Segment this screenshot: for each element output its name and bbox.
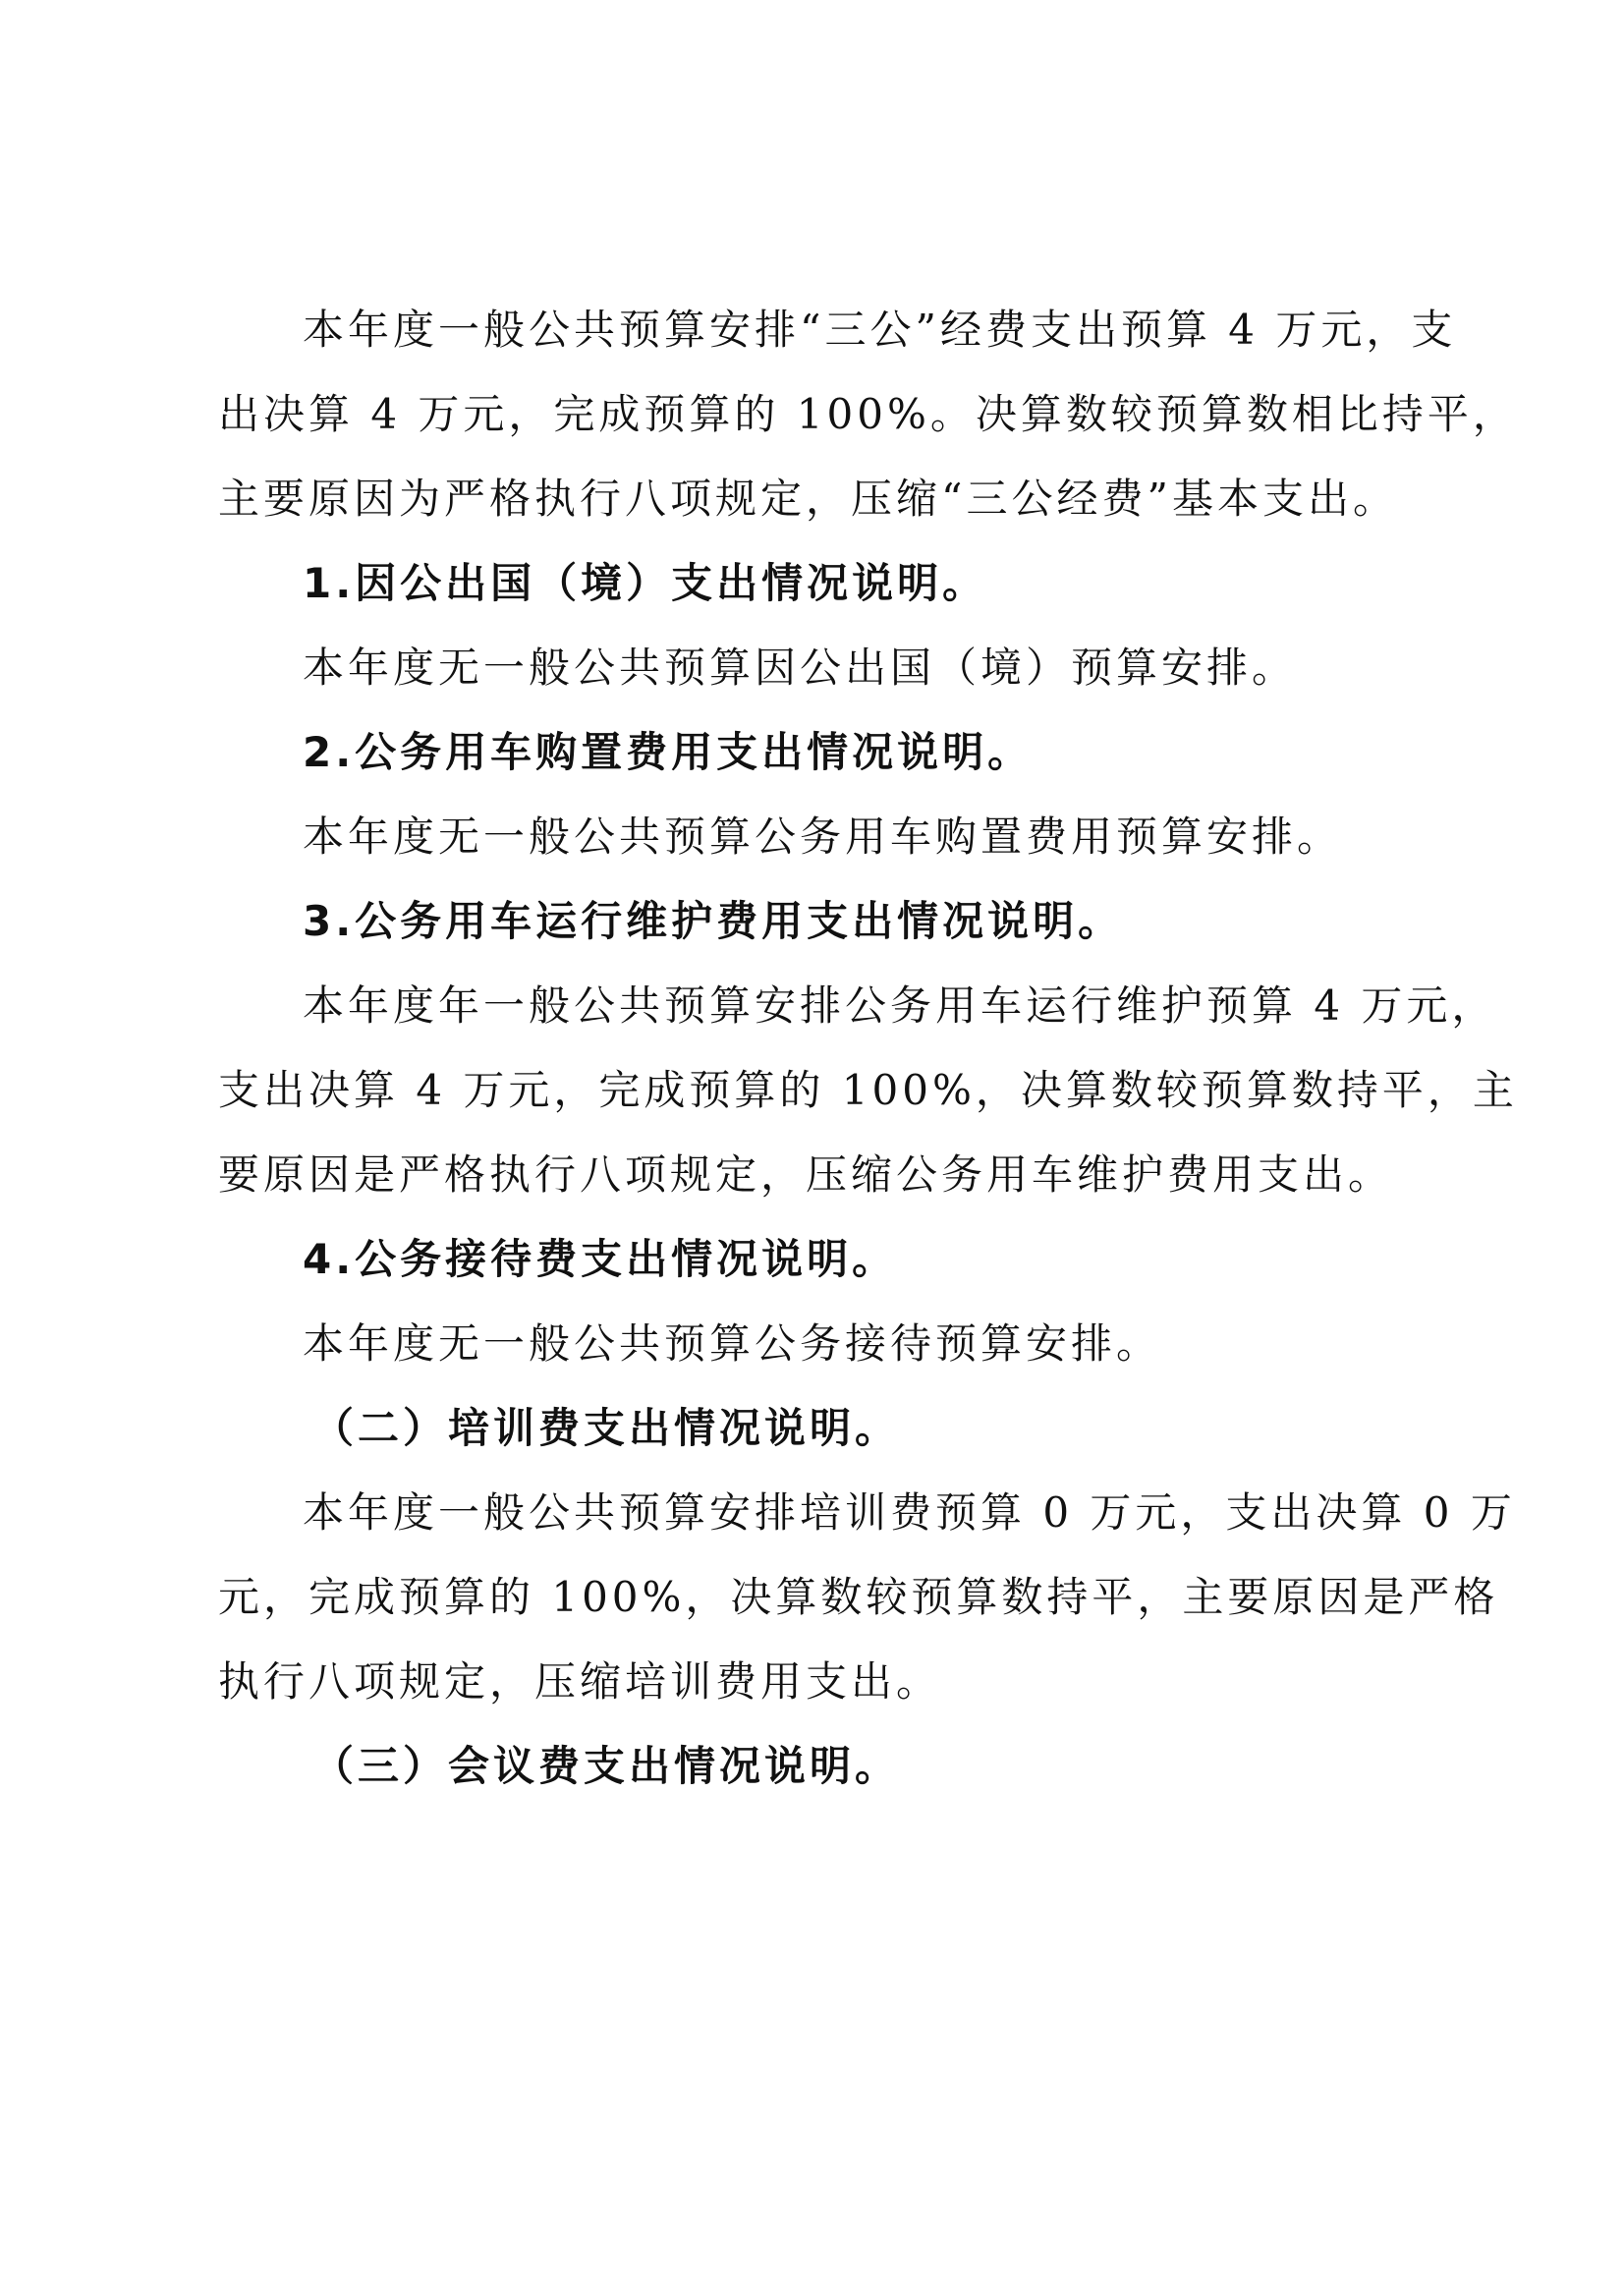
paragraph-line-17: 执行八项规定，压缩培训费用支出。 bbox=[218, 1657, 942, 1706]
paragraph-line-1: 本年度一般公共预算安排“三公”经费支出预算 4 万元，支 bbox=[303, 306, 1457, 354]
section-heading-1: 1.因公出国（境）支出情况说明。 bbox=[303, 559, 988, 607]
paragraph-line-7: 本年度无一般公共预算公务用车购置费用预算安排。 bbox=[303, 812, 1343, 861]
paragraph-line-16: 元，完成预算的 100%，决算数较预算数持平，主要原因是严格 bbox=[218, 1573, 1499, 1621]
paragraph-line-11: 要原因是严格执行八项规定，压缩公务用车维护费用支出。 bbox=[218, 1150, 1394, 1199]
paragraph-line-2: 出决算 4 万元，完成预算的 100%。决算数较预算数相比持平， bbox=[218, 390, 1518, 438]
section-heading-meeting: （三）会议费支出情况说明。 bbox=[312, 1742, 901, 1790]
paragraph-line-9: 本年度年一般公共预算安排公务用车运行维护预算 4 万元， bbox=[303, 981, 1497, 1030]
section-heading-3: 3.公务用车运行维护费用支出情况说明。 bbox=[303, 897, 1124, 945]
section-heading-training: （二）培训费支出情况说明。 bbox=[312, 1404, 901, 1452]
paragraph-line-3: 主要原因为严格执行八项规定，压缩“三公经费”基本支出。 bbox=[218, 475, 1398, 523]
paragraph-line-15: 本年度一般公共预算安排培训费预算 0 万元，支出决算 0 万 bbox=[303, 1488, 1516, 1537]
paragraph-line-5: 本年度无一般公共预算因公出国（境）预算安排。 bbox=[303, 644, 1298, 692]
paragraph-line-10: 支出决算 4 万元，完成预算的 100%，决算数较预算数持平，主 bbox=[218, 1066, 1518, 1114]
section-heading-2: 2.公务用车购置费用支出情况说明。 bbox=[303, 728, 1034, 776]
section-heading-4: 4.公务接待费支出情况说明。 bbox=[303, 1235, 898, 1283]
paragraph-line-13: 本年度无一般公共预算公务接待预算安排。 bbox=[303, 1319, 1162, 1368]
